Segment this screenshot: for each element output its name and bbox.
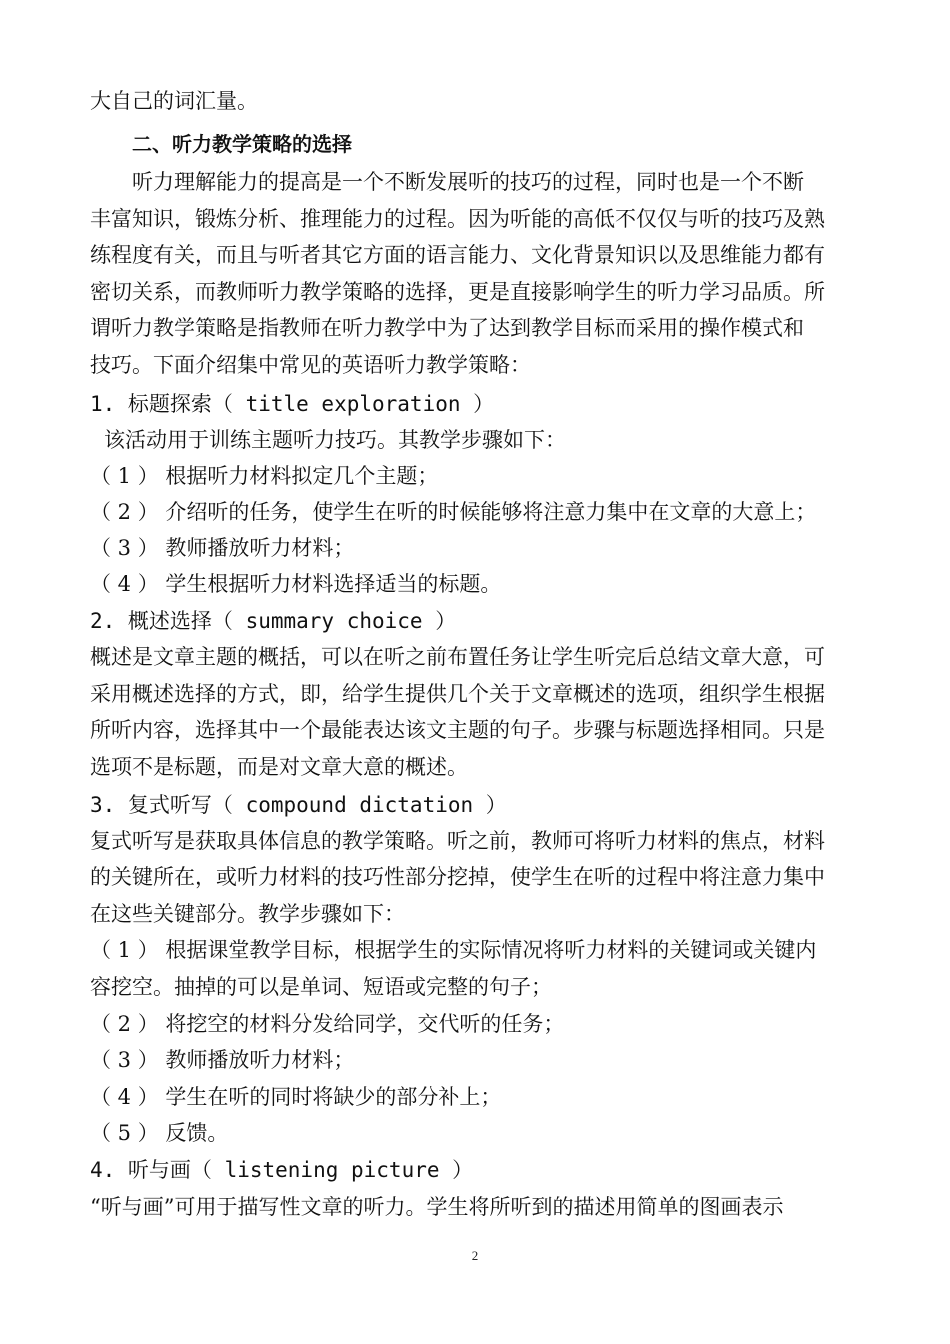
paragraph-line: 听力理解能力的提高是一个不断发展听的技巧的过程，同时也是一个不断 — [132, 170, 804, 194]
paragraph-line: 密切关系，而教师听力教学策略的选择，更是直接影响学生的听力学习品质。所 — [90, 280, 825, 304]
paragraph-line: 该活动用于训练主题听力技巧。其教学步骤如下： — [104, 428, 566, 452]
paragraph-line: 练程度有关，而且与听者其它方面的语言能力、文化背景知识以及思维能力都有 — [90, 243, 825, 267]
paragraph-line: 的关键所在，或听力材料的技巧性部分挖掉，使学生在听的过程中将注意力集中 — [90, 865, 825, 889]
subsection-heading: 1. 标题探索（ title exploration ） — [90, 392, 495, 416]
paragraph-line: “听与画”可用于描写性文章的听力。学生将所听到的描述用简单的图画表示 — [90, 1195, 784, 1219]
subsection-heading: 4. 听与画（ listening picture ） — [90, 1158, 474, 1182]
list-item: （ 1 ） 根据课堂教学目标，根据学生的实际情况将听力材料的关键词或关键内 — [90, 938, 817, 962]
paragraph-line: 选项不是标题，而是对文章大意的概述。 — [90, 755, 468, 779]
paragraph-line: 丰富知识，锻炼分析、推理能力的过程。因为听能的高低不仅仅与听的技巧及熟 — [90, 207, 825, 231]
list-item: （ 3 ） 教师播放听力材料； — [90, 1048, 355, 1072]
list-item: （ 2 ） 介绍听的任务，使学生在听的时候能够将注意力集中在文章的大意上； — [90, 500, 817, 524]
paragraph-line: 大自己的词汇量。 — [90, 89, 258, 113]
list-item: （ 2 ） 将挖空的材料分发给同学，交代听的任务； — [90, 1012, 565, 1036]
section-heading: 二、听力教学策略的选择 — [132, 132, 352, 156]
paragraph-line: 所听内容，选择其中一个最能表达该文主题的句子。步骤与标题选择相同。只是 — [90, 718, 825, 742]
list-item: （ 3 ） 教师播放听力材料； — [90, 536, 355, 560]
paragraph-line: 谓听力教学策略是指教师在听力教学中为了达到教学目标而采用的操作模式和 — [90, 316, 804, 340]
paragraph-line: 在这些关键部分。教学步骤如下： — [90, 902, 405, 926]
list-item: （ 5 ） 反馈。 — [90, 1121, 229, 1145]
list-item: 容挖空。抽掉的可以是单词、短语或完整的句子； — [90, 975, 552, 999]
list-item: （ 4 ） 学生在听的同时将缺少的部分补上； — [90, 1085, 502, 1109]
paragraph-line: 复式听写是获取具体信息的教学策略。听之前，教师可将听力材料的焦点，材料 — [90, 829, 825, 853]
subsection-heading: 2. 概述选择（ summary choice ） — [90, 609, 457, 633]
subsection-heading: 3. 复式听写（ compound dictation ） — [90, 793, 507, 817]
list-item: （ 1 ） 根据听力材料拟定几个主题； — [90, 464, 439, 488]
list-item: （ 4 ） 学生根据听力材料选择适当的标题。 — [90, 572, 502, 596]
paragraph-line: 技巧。下面介绍集中常见的英语听力教学策略： — [90, 353, 531, 377]
paragraph-line: 概述是文章主题的概括，可以在听之前布置任务让学生听完后总结文章大意，可 — [90, 645, 825, 669]
page-number: 2 — [471, 1248, 479, 1263]
paragraph-line: 采用概述选择的方式，即，给学生提供几个关于文章概述的选项，组织学生根据 — [90, 682, 825, 706]
